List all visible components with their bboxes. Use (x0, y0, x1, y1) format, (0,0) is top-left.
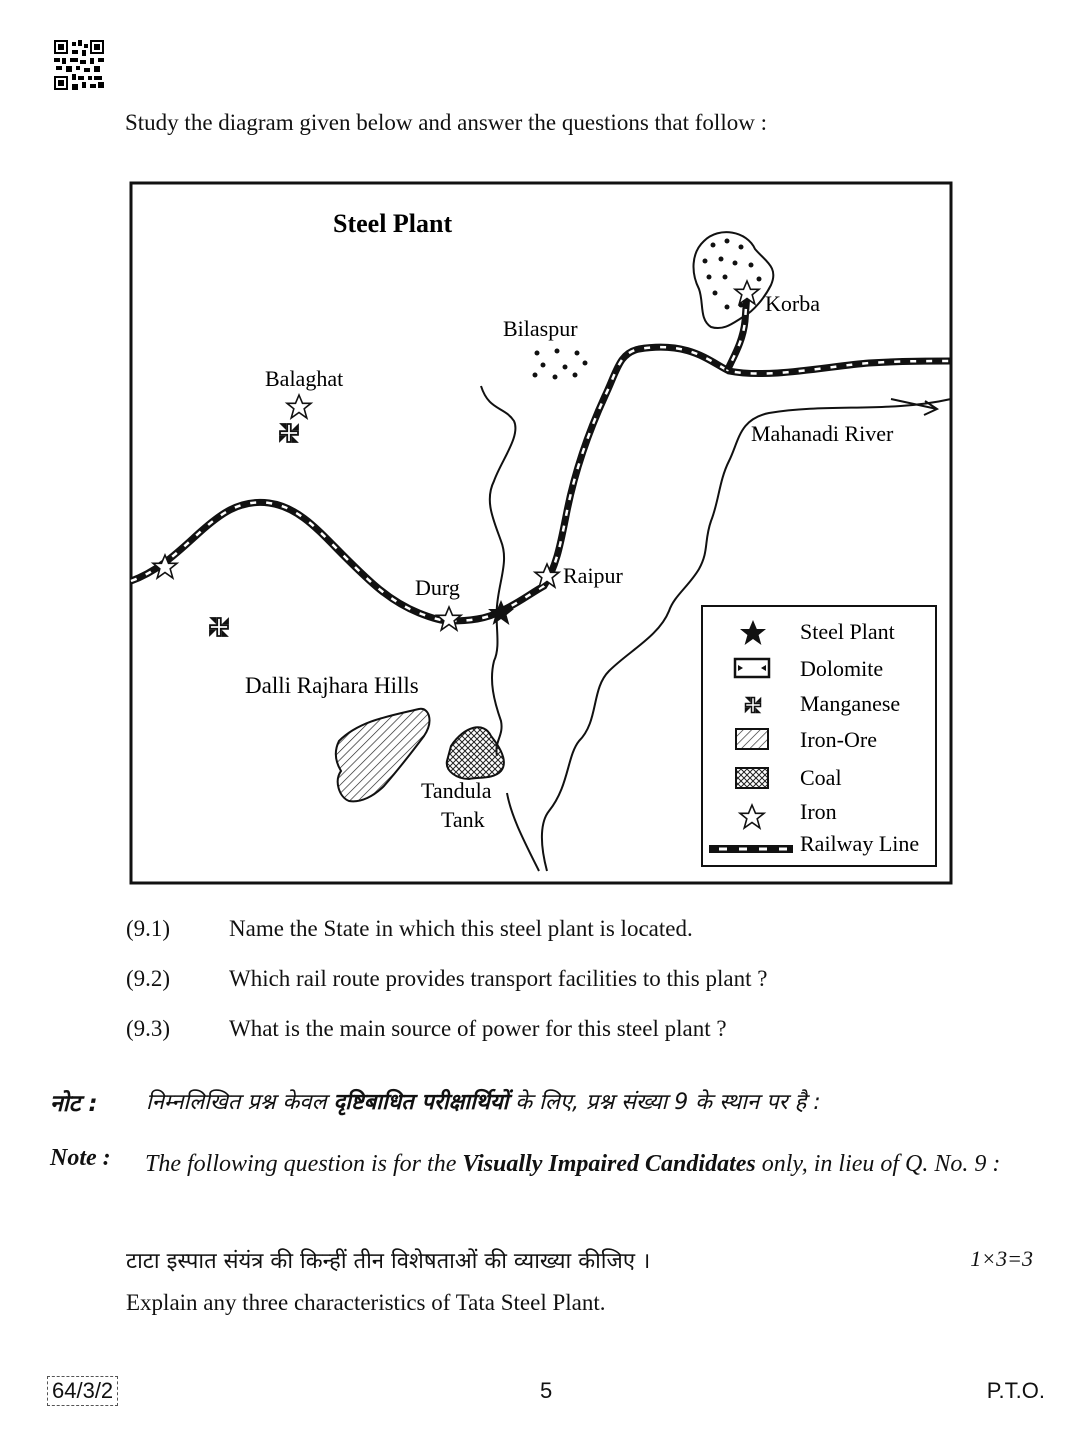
balaghat-manganese-icon (279, 423, 299, 443)
label-raipur: Raipur (563, 563, 623, 588)
map-title: Steel Plant (333, 209, 453, 238)
question-9-1-number: (9.1) (126, 916, 171, 941)
vi-question-hindi: टाटा इस्पात संयंत्र की किन्हीं तीन विशेषताओं की व्याख्या कीजिए । (126, 1249, 651, 1274)
note-label-hindi: नोट : (50, 1091, 98, 1117)
question-9-1-text: Name the State in which this steel plant is located. (229, 916, 693, 941)
label-bilaspur: Bilaspur (503, 316, 578, 341)
label-korba: Korba (765, 291, 820, 316)
legend-manganese-icon (745, 697, 762, 714)
legend-label-railway: Railway Line (800, 831, 920, 856)
label-balaghat: Balaghat (265, 366, 344, 391)
qr-code-icon (54, 40, 104, 90)
legend-label-dolomite: Dolomite (800, 656, 884, 681)
marks: 1×3=3 (970, 1246, 1033, 1271)
note-text-english: The following question is for the Visually Impaired Candidates only, in lieu of Q. No. 9 : (145, 1151, 1001, 1177)
label-tandula: Tandula (421, 778, 492, 803)
question-9-3-number: (9.3) (126, 1016, 171, 1041)
legend-label-coal: Coal (800, 765, 842, 790)
legend-iron-ore-icon (736, 729, 768, 749)
label-mahanadi: Mahanadi River (751, 421, 894, 446)
label-tank: Tank (441, 807, 485, 832)
west-manganese-icon (209, 617, 229, 637)
paper-code: 64/3/2 (47, 1376, 118, 1406)
legend-coal-icon (736, 768, 768, 788)
label-durg: Durg (415, 575, 460, 600)
legend-label-steel-plant: Steel Plant (800, 619, 895, 644)
note-text-hindi: निम्नलिखित प्रश्न केवल दृष्टिबाधित परीक्षार्थियों के लिए, प्रश्न संख्या 9 के स्थान पर है : (146, 1090, 821, 1115)
question-9-3-text: What is the main source of power for this steel plant ? (229, 1016, 727, 1041)
vi-question-english: Explain any three characteristics of Tata Steel Plant. (126, 1290, 606, 1315)
note-label-english: Note : (50, 1145, 111, 1171)
question-9-2-text: Which rail route provides transport facilities to this plant ? (229, 966, 768, 991)
pto-label: P.T.O. (986, 1378, 1045, 1403)
map-legend (702, 606, 936, 866)
question-9-2-number: (9.2) (126, 966, 171, 991)
legend-label-manganese: Manganese (800, 691, 901, 716)
legend-dolomite-icon (735, 659, 769, 677)
legend-label-iron-ore: Iron-Ore (800, 727, 877, 752)
label-dalli: Dalli Rajhara Hills (245, 673, 419, 698)
legend-label-iron: Iron (800, 799, 837, 824)
steel-plant-map (129, 181, 953, 885)
intro-text: Study the diagram given below and answer the questions that follow : (125, 110, 767, 135)
page-number: 5 (540, 1378, 553, 1403)
